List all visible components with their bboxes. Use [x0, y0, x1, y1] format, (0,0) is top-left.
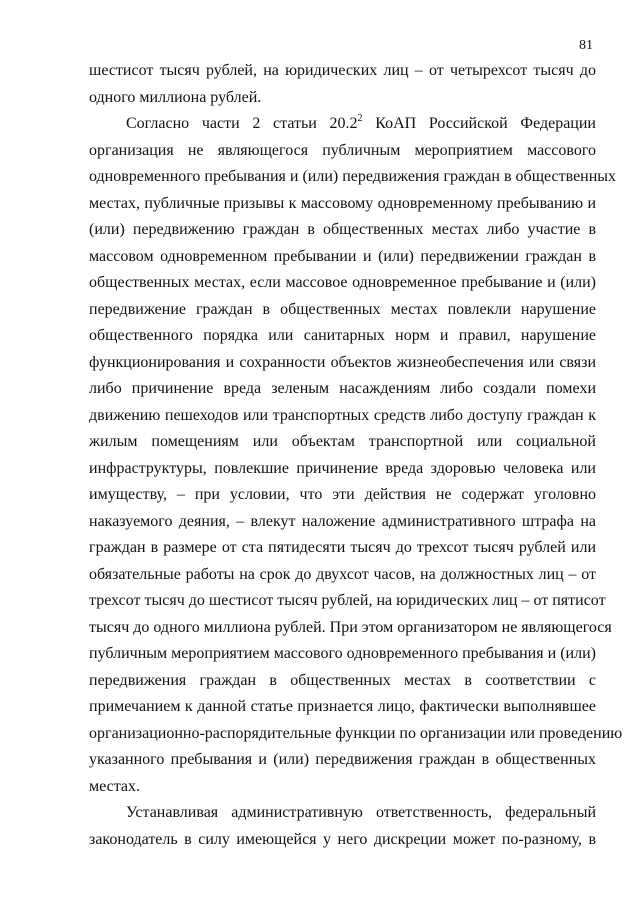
text-line: примечанием к данной статье признается лицо, фактически выполнявшее: [89, 698, 596, 715]
text-line: инфраструктуры, повлекшие причинение вреда здоровью человека или: [89, 459, 596, 477]
text-line: законодатель в силу имеющейся у него дискреции может по-разному, в: [89, 830, 596, 848]
text-line: (или) передвижению граждан в общественных местах либо участие в: [89, 221, 596, 238]
page-number: 81: [579, 38, 593, 53]
text-line: общественного порядка или санитарных норм и правил, нарушение: [89, 327, 596, 344]
text-line: функционирования и сохранности объектов жизнеобеспечения или связи: [89, 353, 596, 371]
text-line: либо причинение вреда зеленым насаждениям либо создали помехи: [89, 380, 596, 397]
text-line: общественных местах, если массовое одновременное пребывание и (или): [89, 274, 596, 291]
text-line: местах.: [89, 777, 141, 795]
text-line: массовом одновременном пребывании и (или) передвижении граждан в: [89, 247, 596, 265]
text-line: публичным мероприятием массового одновременного пребывания и (или): [89, 645, 596, 662]
text-line: указанного пребывания и (или) передвижения граждан в общественных: [89, 751, 596, 768]
text-line: тысяч до одного миллиона рублей. При этом организатором не являющегося: [89, 618, 612, 636]
text-line: имуществу, – при условии, что эти действия не содержат уголовно: [89, 486, 596, 503]
superscript: 2: [357, 113, 363, 124]
text-fragment: КоАП Российской Федерации: [362, 115, 596, 132]
text-line: организационно-распорядительные функции по организации или проведению: [89, 724, 623, 742]
text-line: одновременного пребывания и (или) передвижения граждан в общественных: [89, 168, 617, 185]
text-line: граждан в размере от ста пятидесяти тысяч до трехсот тысяч рублей или: [89, 539, 596, 556]
text-line: обязательные работы на срок до двухсот часов, на должностных лиц – от: [89, 565, 596, 583]
text-line: организация не являющегося публичным мероприятием массового: [89, 141, 596, 159]
text-line: местах, публичные призывы к массовому одновременному пребыванию и: [89, 194, 596, 212]
text-line: жилым помещениям или объектам транспортной или социальной: [89, 433, 596, 450]
paragraph-first-line: [89, 111, 596, 138]
text-line: передвижение граждан в общественных местах повлекли нарушение: [89, 300, 596, 318]
document-body: [89, 58, 623, 853]
text-line: наказуемого деяния, – влекут наложение административного штрафа на: [89, 512, 596, 530]
text-fragment: Согласно части 2 статьи 20.2: [126, 115, 358, 132]
text-line: трехсот тысяч до шестисот тысяч рублей, на юридических лиц – от пятисот: [89, 592, 606, 609]
text-line: шестисот тысяч рублей, на юридических лиц – от четырехсот тысяч до: [89, 62, 596, 79]
paragraph-first-line: Устанавливая административную ответственность, федеральный: [126, 804, 596, 821]
text-line: одного миллиона рублей.: [89, 88, 262, 106]
text-line: передвижения граждан в общественных местах в соответствии с: [89, 671, 596, 689]
text-line: движению пешеходов или транспортных средств либо доступу граждан к: [89, 406, 596, 424]
